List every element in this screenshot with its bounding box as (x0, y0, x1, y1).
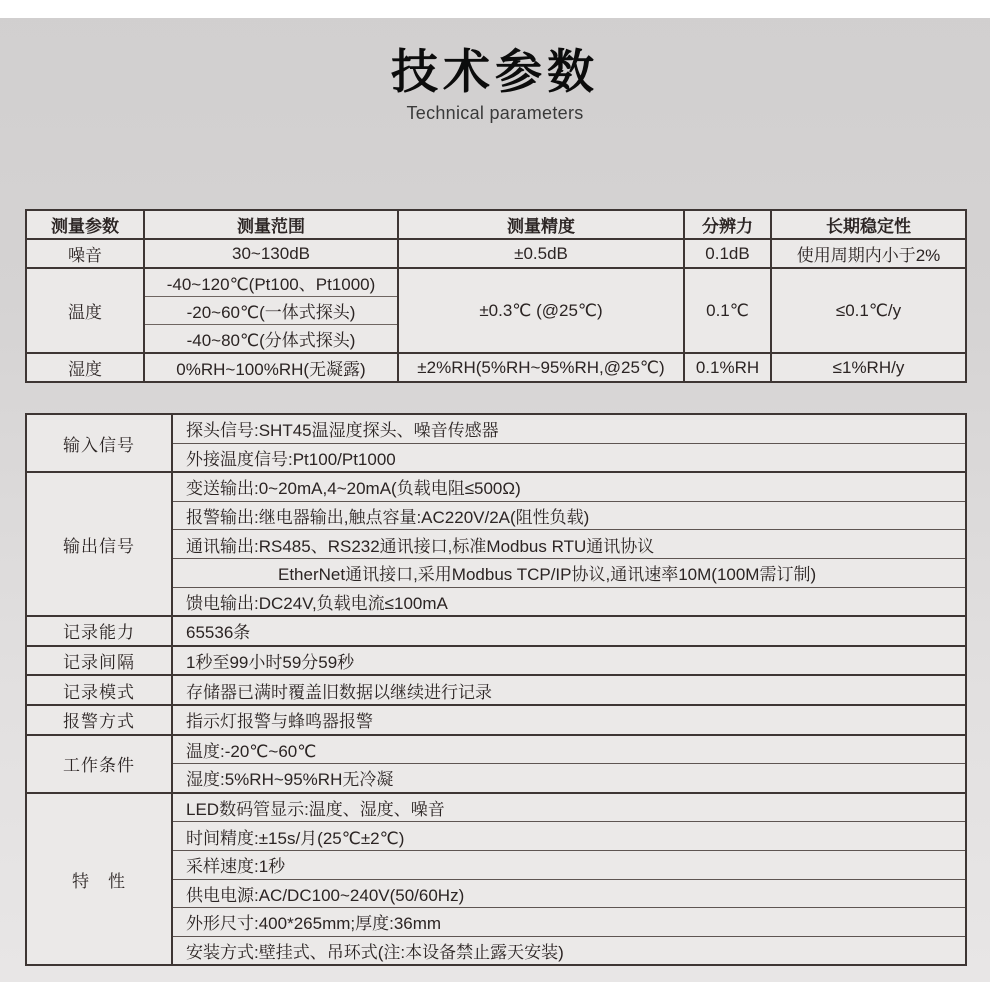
spec-row-humidity (26, 353, 966, 382)
detail-cell: 安装方式:壁挂式、吊环式(注:本设备禁止露天安装) (172, 936, 966, 965)
detail-cell: 供电电源:AC/DC100~240V(50/60Hz) (172, 879, 966, 908)
group-label-alarm-mode: 报警方式 (26, 705, 172, 735)
detail-cell: 1秒至99小时59分59秒 (172, 646, 966, 676)
detail-cell: 采样速度:1秒 (172, 850, 966, 879)
detail-table (25, 413, 967, 966)
temperature-resolution: 0.1℃ (684, 268, 771, 353)
noise-stability: 使用周期内小于2% (771, 239, 966, 268)
table-row (26, 705, 966, 735)
detail-cell: LED数码管显示:温度、湿度、噪音 (172, 793, 966, 822)
detail-cell: 温度:-20℃~60℃ (172, 735, 966, 764)
table-row (26, 646, 966, 676)
humidity-stability: ≤1%RH/y (771, 353, 966, 382)
group-label-record-capacity: 记录能力 (26, 616, 172, 646)
group-label-input-signal: 输入信号 (26, 414, 172, 472)
group-label-features: 特 性 (26, 793, 172, 966)
humidity-resolution: 0.1%RH (684, 353, 771, 382)
group-label-record-interval: 记录间隔 (26, 646, 172, 676)
table-row (26, 472, 966, 501)
detail-cell: 外形尺寸:400*265mm;厚度:36mm (172, 908, 966, 937)
spec-header-resolution: 分辨力 (684, 210, 771, 239)
spec-header-stability: 长期稳定性 (771, 210, 966, 239)
spec-table (25, 209, 967, 383)
spec-header-row (26, 210, 966, 239)
noise-range: 30~130dB (144, 239, 398, 268)
temperature-range-3: -40~80℃(分体式探头) (144, 325, 398, 354)
detail-cell: 变送输出:0~20mA,4~20mA(负载电阻≤500Ω) (172, 472, 966, 501)
spec-row-noise (26, 239, 966, 268)
spec-header-range: 测量范围 (144, 210, 398, 239)
temperature-stability: ≤0.1℃/y (771, 268, 966, 353)
noise-param: 噪音 (26, 239, 144, 268)
humidity-param: 湿度 (26, 353, 144, 382)
page-title: 技术参数 (391, 45, 599, 98)
table-row (26, 414, 966, 443)
detail-cell: 存储器已满时覆盖旧数据以继续进行记录 (172, 675, 966, 705)
detail-cell: 65536条 (172, 616, 966, 646)
humidity-accuracy: ±2%RH(5%RH~95%RH,@25℃) (398, 353, 684, 382)
detail-cell: 探头信号:SHT45温湿度探头、噪音传感器 (172, 414, 966, 443)
detail-cell: 湿度:5%RH~95%RH无冷凝 (172, 764, 966, 793)
temperature-range-2: -20~60℃(一体式探头) (144, 297, 398, 325)
detail-cell: 馈电输出:DC24V,负载电流≤100mA (172, 587, 966, 616)
table-row (26, 616, 966, 646)
table-row (26, 675, 966, 705)
detail-cell: 指示灯报警与蜂鸣器报警 (172, 705, 966, 735)
temperature-accuracy: ±0.3℃ (@25℃) (398, 268, 684, 353)
temperature-range-1: -40~120℃(Pt100、Pt1000) (144, 268, 398, 297)
page-header (0, 46, 990, 124)
detail-cell: 报警输出:继电器输出,触点容量:AC220V/2A(阻性负载) (172, 501, 966, 530)
spec-header-accuracy: 测量精度 (398, 210, 684, 239)
noise-accuracy: ±0.5dB (398, 239, 684, 268)
table-row (26, 735, 966, 764)
detail-cell: 通讯输出:RS485、RS232通讯接口,标准Modbus RTU通讯协议 (172, 530, 966, 559)
detail-cell: 时间精度:±15s/月(25℃±2℃) (172, 822, 966, 851)
group-label-output-signal: 输出信号 (26, 472, 172, 616)
humidity-range: 0%RH~100%RH(无凝露) (144, 353, 398, 382)
spec-row-temperature-1 (26, 268, 966, 297)
detail-cell: EtherNet通讯接口,采用Modbus TCP/IP协议,通讯速率10M(100M需订制) (172, 558, 966, 587)
spec-header-param: 测量参数 (26, 210, 144, 239)
top-white-strip (0, 0, 990, 18)
detail-cell: 外接温度信号:Pt100/Pt1000 (172, 443, 966, 472)
table-row (26, 793, 966, 822)
temperature-param: 温度 (26, 268, 144, 353)
noise-resolution: 0.1dB (684, 239, 771, 268)
group-label-record-mode: 记录模式 (26, 675, 172, 705)
page-subtitle: Technical parameters (406, 102, 584, 123)
group-label-working-conditions: 工作条件 (26, 735, 172, 793)
